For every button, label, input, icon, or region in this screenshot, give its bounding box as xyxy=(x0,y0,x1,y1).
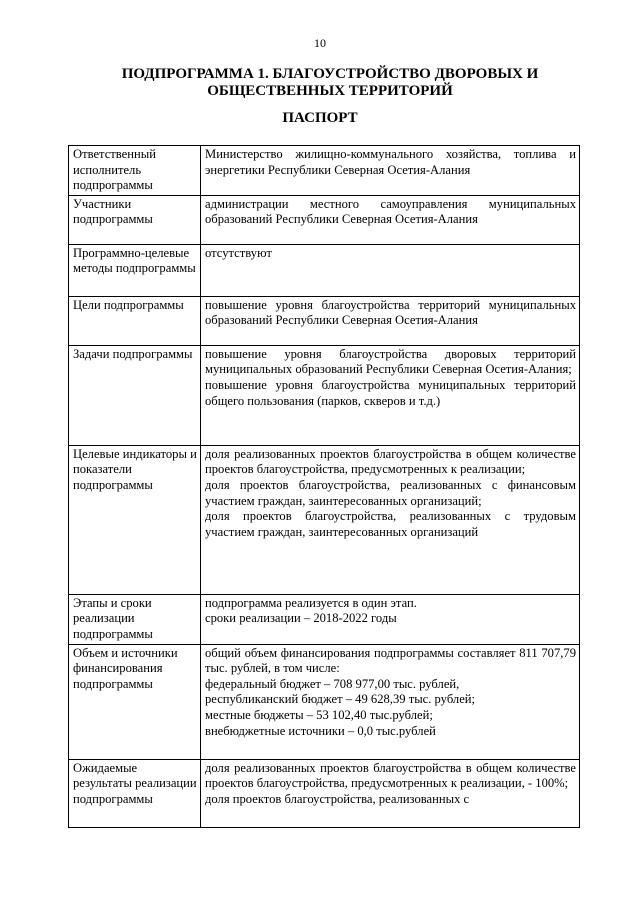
row-value xyxy=(201,644,580,759)
row-paragraph: повышение уровня благоустройства муниципальных территорий общего пользования (парков, скверов и т.д.) xyxy=(205,377,576,408)
row-label: Ожидаемые результаты реализации подпрограммы xyxy=(69,759,201,827)
row-paragraph: сроки реализации – 2018-2022 годы xyxy=(205,611,397,626)
row-paragraph: Министерство жилищно-коммунального хозяйства, топлива и энергетики Республики Северная Осетия-Алания xyxy=(205,147,576,177)
document-title: ПОДПРОГРАММА 1. БЛАГОУСТРОЙСТВО ДВОРОВЫХ И ОБЩЕСТВЕННЫХ ТЕРРИТОРИЙ xyxy=(121,66,539,99)
row-label: Участники подпрограммы xyxy=(69,195,201,244)
row-value xyxy=(201,594,580,644)
table-row xyxy=(69,296,580,345)
row-paragraph: администрации местного самоуправления муниципальных образований Республики Северная Осетия-Алания xyxy=(205,196,576,227)
row-paragraph: доля реализованных проектов благоустройства в общем количестве проектов благоустройства, предусмотренных к реализации, - 100%; xyxy=(205,760,576,791)
row-paragraph: местные бюджеты – 53 102,40 тыс.рублей; xyxy=(205,707,433,722)
row-label: Целевые индикаторы и показатели подпрограммы xyxy=(69,445,201,594)
row-paragraph: общий объем финансирования подпрограммы составляет 811 707,79 тыс. рублей, в том числе: xyxy=(205,645,576,676)
table-row xyxy=(69,644,580,759)
passport-table xyxy=(68,145,580,828)
table-row xyxy=(69,195,580,244)
row-paragraph: республиканский бюджет – 49 628,39 тыс. рублей; xyxy=(205,692,476,707)
table-row xyxy=(69,345,580,445)
row-paragraph: федеральный бюджет – 708 977,00 тыс. рублей, xyxy=(205,676,460,691)
passport-heading: ПАСПОРТ xyxy=(282,110,358,126)
row-value xyxy=(201,759,580,827)
row-paragraph: доля проектов благоустройства, реализованных с финансовым участием граждан, заинтересованных организаций; xyxy=(205,477,576,508)
table-row xyxy=(69,594,580,644)
row-paragraph: отсутствуют xyxy=(205,245,272,260)
row-paragraph: доля проектов благоустройства, реализованных с трудовым участием граждан, заинтересованных организаций xyxy=(205,509,576,539)
row-paragraph: доля реализованных проектов благоустройства в общем количестве проектов благоустройства, предусмотренных к реализации; xyxy=(205,446,576,477)
row-paragraph: подпрограмма реализуется в один этап. xyxy=(205,595,417,610)
row-value xyxy=(201,244,580,296)
row-label: Ответственный исполнитель подпрограммы xyxy=(69,146,201,196)
row-value xyxy=(201,195,580,244)
row-label: Этапы и сроки реализации подпрограммы xyxy=(69,594,201,644)
row-value xyxy=(201,296,580,345)
row-label: Программно-целевые методы подпрограммы xyxy=(69,244,201,296)
table-row xyxy=(69,759,580,827)
row-paragraph: внебюджетные источники – 0,0 тыс.рублей xyxy=(205,723,436,738)
row-value xyxy=(201,345,580,445)
row-value xyxy=(201,146,580,196)
row-paragraph: повышение уровня благоустройства дворовых территорий муниципальных образований Республики Северная Осетия-Алания; xyxy=(205,346,576,377)
row-label: Объем и источники финансирования подпрограммы xyxy=(69,644,201,759)
row-paragraph: доля проектов благоустройства, реализованных с xyxy=(205,791,470,806)
row-paragraph: повышение уровня благоустройства территорий муниципальных образований Республики Северная Осетия-Алания xyxy=(205,297,576,328)
table-row xyxy=(69,445,580,594)
row-label: Задачи подпрограммы xyxy=(69,345,201,445)
page-number: 10 xyxy=(314,36,326,50)
table-row xyxy=(69,146,580,196)
row-label: Цели подпрограммы xyxy=(69,296,201,345)
table-row xyxy=(69,244,580,296)
row-value xyxy=(201,445,580,594)
